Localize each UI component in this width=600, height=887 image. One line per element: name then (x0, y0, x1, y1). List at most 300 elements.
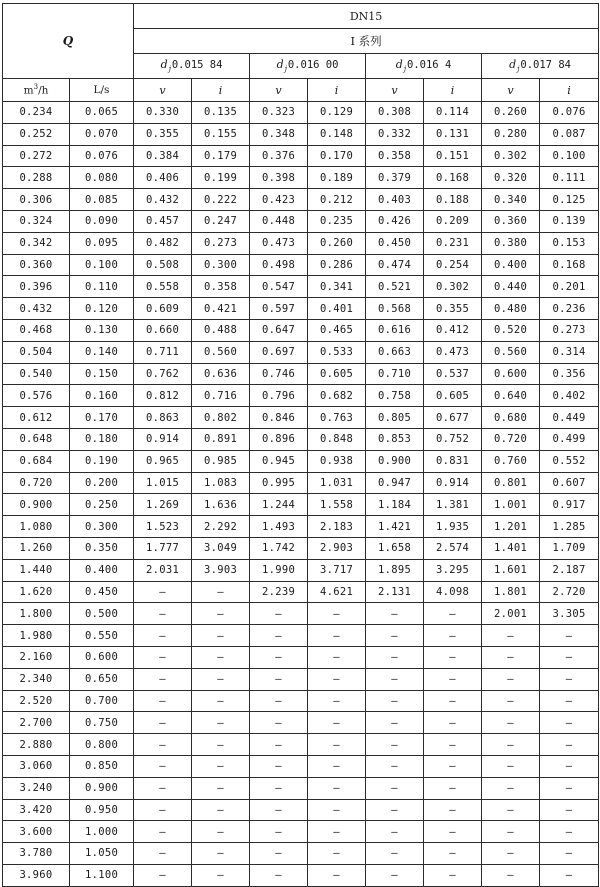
v-cell: — (366, 821, 424, 843)
i-cell: 0.135 (192, 102, 250, 124)
v-cell: 0.355 (134, 123, 192, 145)
i-cell: 0.300 (192, 254, 250, 276)
flow-m3h-cell: 0.648 (3, 428, 70, 450)
v-cell: — (250, 799, 308, 821)
i-cell: 0.537 (424, 363, 482, 385)
i-cell: 2.292 (192, 516, 250, 538)
table-row (3, 167, 599, 189)
flow-m3h-cell: 0.306 (3, 189, 70, 211)
i-cell: 3.305 (540, 603, 599, 625)
i-cell: — (540, 625, 599, 647)
q-header: Q (3, 4, 134, 79)
flow-ls-cell: 0.065 (70, 102, 134, 124)
i-cell: — (192, 690, 250, 712)
i-cell: — (192, 864, 250, 886)
flow-m3h-cell: 0.540 (3, 363, 70, 385)
v-cell: 0.432 (134, 189, 192, 211)
v-cell: 0.965 (134, 450, 192, 472)
i-cell: 0.212 (308, 189, 366, 211)
v-cell: 0.379 (366, 167, 424, 189)
i-cell: 0.402 (540, 385, 599, 407)
v-cell: 1.895 (366, 559, 424, 581)
table-row (3, 625, 599, 647)
v-cell: 0.663 (366, 341, 424, 363)
i-cell: 0.188 (424, 189, 482, 211)
v-cell: 1.493 (250, 516, 308, 538)
v-cell: 1.001 (482, 494, 540, 516)
v-cell: — (250, 690, 308, 712)
i-cell: 0.533 (308, 341, 366, 363)
i-cell: — (424, 734, 482, 756)
i-cell: — (308, 777, 366, 799)
v-cell: 0.609 (134, 298, 192, 320)
i-cell: 0.917 (540, 494, 599, 516)
table-row (3, 799, 599, 821)
flow-ls-cell: 0.085 (70, 189, 134, 211)
flow-m3h-cell: 0.900 (3, 494, 70, 516)
i-cell: 2.183 (308, 516, 366, 538)
flow-m3h-cell: 0.684 (3, 450, 70, 472)
flow-m3h-cell: 0.234 (3, 102, 70, 124)
flow-ls-cell: 0.350 (70, 537, 134, 559)
table-row (3, 494, 599, 516)
table-row (3, 319, 599, 341)
i-cell: 3.295 (424, 559, 482, 581)
v-cell: 0.947 (366, 472, 424, 494)
table-row (3, 232, 599, 254)
v-cell: 0.260 (482, 102, 540, 124)
flow-m3h-cell: 1.620 (3, 581, 70, 603)
i-cell: — (308, 864, 366, 886)
i-cell: — (540, 864, 599, 886)
v-cell: 0.600 (482, 363, 540, 385)
i-cell: 0.552 (540, 450, 599, 472)
v-cell: — (134, 603, 192, 625)
flow-m3h-cell: 0.396 (3, 276, 70, 298)
flow-ls-cell: 0.600 (70, 646, 134, 668)
flow-m3h-cell: 0.576 (3, 385, 70, 407)
v-cell: — (482, 734, 540, 756)
v-cell: — (366, 777, 424, 799)
i-cell: 0.473 (424, 341, 482, 363)
v-cell: 0.720 (482, 428, 540, 450)
diameter-group-header: $d_j0.017$ 84 (482, 54, 599, 79)
flow-ls-cell: 0.180 (70, 428, 134, 450)
v-cell: — (134, 777, 192, 799)
v-cell: 0.863 (134, 407, 192, 429)
v-cell: — (366, 712, 424, 734)
i-cell: — (540, 690, 599, 712)
table-row (3, 668, 599, 690)
table-row (3, 407, 599, 429)
v-cell: 0.450 (366, 232, 424, 254)
v-cell: 1.658 (366, 537, 424, 559)
i-cell: 0.763 (308, 407, 366, 429)
v-cell: 0.616 (366, 319, 424, 341)
i-cell: 0.087 (540, 123, 599, 145)
v-cell: 0.995 (250, 472, 308, 494)
i-cell: — (192, 799, 250, 821)
v-cell: 0.426 (366, 210, 424, 232)
i-cell: — (192, 843, 250, 865)
flow-m3h-cell: 0.288 (3, 167, 70, 189)
i-cell: 1.935 (424, 516, 482, 538)
i-cell: 0.341 (308, 276, 366, 298)
v-cell: — (134, 625, 192, 647)
i-cell: 0.938 (308, 450, 366, 472)
v-cell: — (134, 864, 192, 886)
v-cell: 0.760 (482, 450, 540, 472)
table-row (3, 102, 599, 124)
v-cell: — (134, 646, 192, 668)
i-cell: — (192, 625, 250, 647)
v-cell: 1.244 (250, 494, 308, 516)
table-row (3, 843, 599, 865)
v-cell: 0.423 (250, 189, 308, 211)
i-cell: 1.285 (540, 516, 599, 538)
flow-ls-cell: 0.500 (70, 603, 134, 625)
table-row (3, 646, 599, 668)
v-cell: 0.801 (482, 472, 540, 494)
i-cell: 0.111 (540, 167, 599, 189)
table-row (3, 385, 599, 407)
i-cell: 0.170 (308, 145, 366, 167)
flow-ls-cell: 0.850 (70, 755, 134, 777)
i-cell: 1.031 (308, 472, 366, 494)
i-cell: — (424, 625, 482, 647)
flow-ls-cell: 0.076 (70, 145, 134, 167)
v-cell: — (250, 712, 308, 734)
i-cell: 0.465 (308, 319, 366, 341)
i-cell: — (192, 603, 250, 625)
i-cell: 0.401 (308, 298, 366, 320)
v-cell: — (134, 843, 192, 865)
flow-m3h-cell: 2.160 (3, 646, 70, 668)
v-cell: 1.742 (250, 537, 308, 559)
i-cell: — (540, 821, 599, 843)
table-row (3, 603, 599, 625)
i-cell: 1.636 (192, 494, 250, 516)
i-cell: 2.574 (424, 537, 482, 559)
table-row (3, 189, 599, 211)
flow-ls-cell: 0.160 (70, 385, 134, 407)
v-cell: 0.520 (482, 319, 540, 341)
flow-ls-cell: 0.090 (70, 210, 134, 232)
v-cell: 0.330 (134, 102, 192, 124)
flow-m3h-cell: 1.440 (3, 559, 70, 581)
flow-ls-cell: 0.170 (70, 407, 134, 429)
i-cell: — (308, 668, 366, 690)
i-cell: — (540, 799, 599, 821)
i-cell: — (192, 777, 250, 799)
v-cell: 0.805 (366, 407, 424, 429)
flow-m3h-cell: 2.700 (3, 712, 70, 734)
i-cell: — (540, 712, 599, 734)
v-cell: 0.440 (482, 276, 540, 298)
table-row (3, 210, 599, 232)
i-cell: 0.286 (308, 254, 366, 276)
v-cell: 0.358 (366, 145, 424, 167)
i-cell: 4.621 (308, 581, 366, 603)
i-cell: 1.381 (424, 494, 482, 516)
v-cell: 0.332 (366, 123, 424, 145)
i-cell: — (308, 755, 366, 777)
v-cell: 0.945 (250, 450, 308, 472)
flow-m3h-cell: 2.340 (3, 668, 70, 690)
i-cell: — (424, 603, 482, 625)
v-cell: 0.280 (482, 123, 540, 145)
i-cell: 0.155 (192, 123, 250, 145)
v-cell: 1.601 (482, 559, 540, 581)
v-cell: — (250, 625, 308, 647)
flow-m3h-cell: 0.360 (3, 254, 70, 276)
i-cell: — (192, 734, 250, 756)
i-cell: 0.168 (424, 167, 482, 189)
i-cell: 0.716 (192, 385, 250, 407)
i-cell: — (308, 799, 366, 821)
table-row (3, 276, 599, 298)
v-cell: 1.990 (250, 559, 308, 581)
i-cell: — (424, 864, 482, 886)
v-cell: 0.308 (366, 102, 424, 124)
flow-ls-cell: 0.150 (70, 363, 134, 385)
i-cell: — (192, 821, 250, 843)
flow-m3h-cell: 2.880 (3, 734, 70, 756)
flow-ls-cell: 0.750 (70, 712, 134, 734)
v-cell: 0.711 (134, 341, 192, 363)
i-cell: — (192, 668, 250, 690)
flow-m3h-cell: 0.324 (3, 210, 70, 232)
v-cell: 0.474 (366, 254, 424, 276)
i-cell: 0.607 (540, 472, 599, 494)
flow-m3h-cell: 0.342 (3, 232, 70, 254)
i-cell: 0.421 (192, 298, 250, 320)
v-cell: — (482, 843, 540, 865)
v-cell: — (482, 668, 540, 690)
i-cell: — (424, 777, 482, 799)
v-cell: 0.480 (482, 298, 540, 320)
i-cell: 0.499 (540, 428, 599, 450)
i-cell: 0.151 (424, 145, 482, 167)
v-cell: 0.348 (250, 123, 308, 145)
flow-ls-cell: 1.000 (70, 821, 134, 843)
dn-title: DN15 (134, 4, 599, 29)
i-cell: — (308, 603, 366, 625)
velocity-header: v (482, 79, 540, 102)
v-cell: 1.801 (482, 581, 540, 603)
i-cell: — (308, 821, 366, 843)
v-cell: — (134, 712, 192, 734)
i-cell: — (308, 690, 366, 712)
i-cell: 0.605 (424, 385, 482, 407)
i-cell: — (424, 690, 482, 712)
table-row (3, 581, 599, 603)
flow-ls-cell: 0.070 (70, 123, 134, 145)
i-cell: — (540, 734, 599, 756)
v-cell: 0.323 (250, 102, 308, 124)
table-row (3, 690, 599, 712)
flow-ls-cell: 0.130 (70, 319, 134, 341)
v-cell: 0.660 (134, 319, 192, 341)
i-cell: 2.903 (308, 537, 366, 559)
v-cell: 0.376 (250, 145, 308, 167)
v-cell: 0.640 (482, 385, 540, 407)
flow-ls-cell: 0.100 (70, 254, 134, 276)
v-cell: — (250, 755, 308, 777)
i-cell: 0.222 (192, 189, 250, 211)
v-cell: 0.403 (366, 189, 424, 211)
i-cell: — (308, 646, 366, 668)
v-cell: 0.448 (250, 210, 308, 232)
v-cell: — (250, 821, 308, 843)
v-cell: 0.746 (250, 363, 308, 385)
i-cell: 2.187 (540, 559, 599, 581)
v-cell: — (366, 864, 424, 886)
i-cell: 0.125 (540, 189, 599, 211)
flow-ls-cell: 0.900 (70, 777, 134, 799)
i-cell: 2.720 (540, 581, 599, 603)
v-cell: — (134, 668, 192, 690)
i-cell: 0.985 (192, 450, 250, 472)
v-cell: — (482, 712, 540, 734)
table-row (3, 363, 599, 385)
i-cell: 0.636 (192, 363, 250, 385)
v-cell: 1.201 (482, 516, 540, 538)
flow-m3h-cell: 1.260 (3, 537, 70, 559)
table-row (3, 712, 599, 734)
i-cell: 0.677 (424, 407, 482, 429)
i-cell: 0.131 (424, 123, 482, 145)
i-cell: 0.914 (424, 472, 482, 494)
v-cell: 0.647 (250, 319, 308, 341)
flow-m3h-cell: 0.612 (3, 407, 70, 429)
i-cell: 0.168 (540, 254, 599, 276)
v-cell: 0.914 (134, 428, 192, 450)
v-cell: — (134, 821, 192, 843)
flow-m3h-cell: 1.800 (3, 603, 70, 625)
v-cell: 0.498 (250, 254, 308, 276)
i-cell: 0.148 (308, 123, 366, 145)
v-cell: — (482, 777, 540, 799)
v-cell: 0.508 (134, 254, 192, 276)
v-cell: 0.457 (134, 210, 192, 232)
i-cell: 0.412 (424, 319, 482, 341)
table-row (3, 559, 599, 581)
flow-ls-cell: 0.300 (70, 516, 134, 538)
i-cell: — (308, 843, 366, 865)
v-cell: — (366, 843, 424, 865)
i-cell: — (424, 755, 482, 777)
i-cell: 1.709 (540, 537, 599, 559)
hydraulic-gradient-header: i (424, 79, 482, 102)
i-cell: 0.254 (424, 254, 482, 276)
v-cell: 0.547 (250, 276, 308, 298)
table-row (3, 755, 599, 777)
flow-ls-cell: 1.050 (70, 843, 134, 865)
v-cell: 1.523 (134, 516, 192, 538)
flow-ls-cell: 0.650 (70, 668, 134, 690)
v-cell: 0.796 (250, 385, 308, 407)
i-cell: 0.231 (424, 232, 482, 254)
flow-m3h-cell: 1.080 (3, 516, 70, 538)
i-cell: 0.139 (540, 210, 599, 232)
v-cell: — (366, 734, 424, 756)
i-cell: — (424, 712, 482, 734)
i-cell: 0.273 (540, 319, 599, 341)
flow-ls-cell: 0.140 (70, 341, 134, 363)
diameter-group-header: $d_j0.015$ 84 (134, 54, 250, 79)
flow-ls-cell: 0.200 (70, 472, 134, 494)
i-cell: 0.449 (540, 407, 599, 429)
i-cell: 0.076 (540, 102, 599, 124)
table-header (3, 4, 599, 102)
v-cell: — (134, 734, 192, 756)
flow-ls-cell: 0.120 (70, 298, 134, 320)
v-cell: — (482, 625, 540, 647)
i-cell: 0.848 (308, 428, 366, 450)
v-cell: — (250, 864, 308, 886)
diameter-group-header: $d_j0.016$ 00 (250, 54, 366, 79)
i-cell: 0.682 (308, 385, 366, 407)
table-row (3, 428, 599, 450)
v-cell: 0.473 (250, 232, 308, 254)
v-cell: 0.340 (482, 189, 540, 211)
i-cell: 0.488 (192, 319, 250, 341)
flow-ls-cell: 0.080 (70, 167, 134, 189)
v-cell: — (366, 646, 424, 668)
table-row (3, 254, 599, 276)
i-cell: — (192, 712, 250, 734)
v-cell: 0.710 (366, 363, 424, 385)
i-cell: — (308, 712, 366, 734)
table-body (3, 102, 599, 887)
v-cell: 2.239 (250, 581, 308, 603)
flow-m3h-cell: 0.252 (3, 123, 70, 145)
i-cell: — (540, 646, 599, 668)
v-cell: 0.560 (482, 341, 540, 363)
hydraulic-gradient-header: i (192, 79, 250, 102)
i-cell: 0.605 (308, 363, 366, 385)
v-cell: 0.400 (482, 254, 540, 276)
i-cell: — (540, 668, 599, 690)
i-cell: 0.100 (540, 145, 599, 167)
i-cell: 0.831 (424, 450, 482, 472)
i-cell: 0.802 (192, 407, 250, 429)
v-cell: — (134, 690, 192, 712)
v-cell: 0.558 (134, 276, 192, 298)
i-cell: — (424, 668, 482, 690)
i-cell: — (192, 581, 250, 603)
flow-m3h-cell: 0.720 (3, 472, 70, 494)
unit-m3h-header: $m^3/h$ (3, 79, 70, 102)
i-cell: 0.273 (192, 232, 250, 254)
v-cell: — (366, 799, 424, 821)
table-row (3, 341, 599, 363)
flow-m3h-cell: 0.504 (3, 341, 70, 363)
table-row (3, 298, 599, 320)
flow-ls-cell: 0.950 (70, 799, 134, 821)
i-cell: 0.236 (540, 298, 599, 320)
v-cell: — (482, 690, 540, 712)
v-cell: 0.380 (482, 232, 540, 254)
table-row (3, 864, 599, 886)
v-cell: 1.184 (366, 494, 424, 516)
flow-ls-cell: 0.110 (70, 276, 134, 298)
hydraulic-gradient-header: i (540, 79, 599, 102)
v-cell: 0.762 (134, 363, 192, 385)
v-cell: 2.131 (366, 581, 424, 603)
flow-ls-cell: 0.250 (70, 494, 134, 516)
